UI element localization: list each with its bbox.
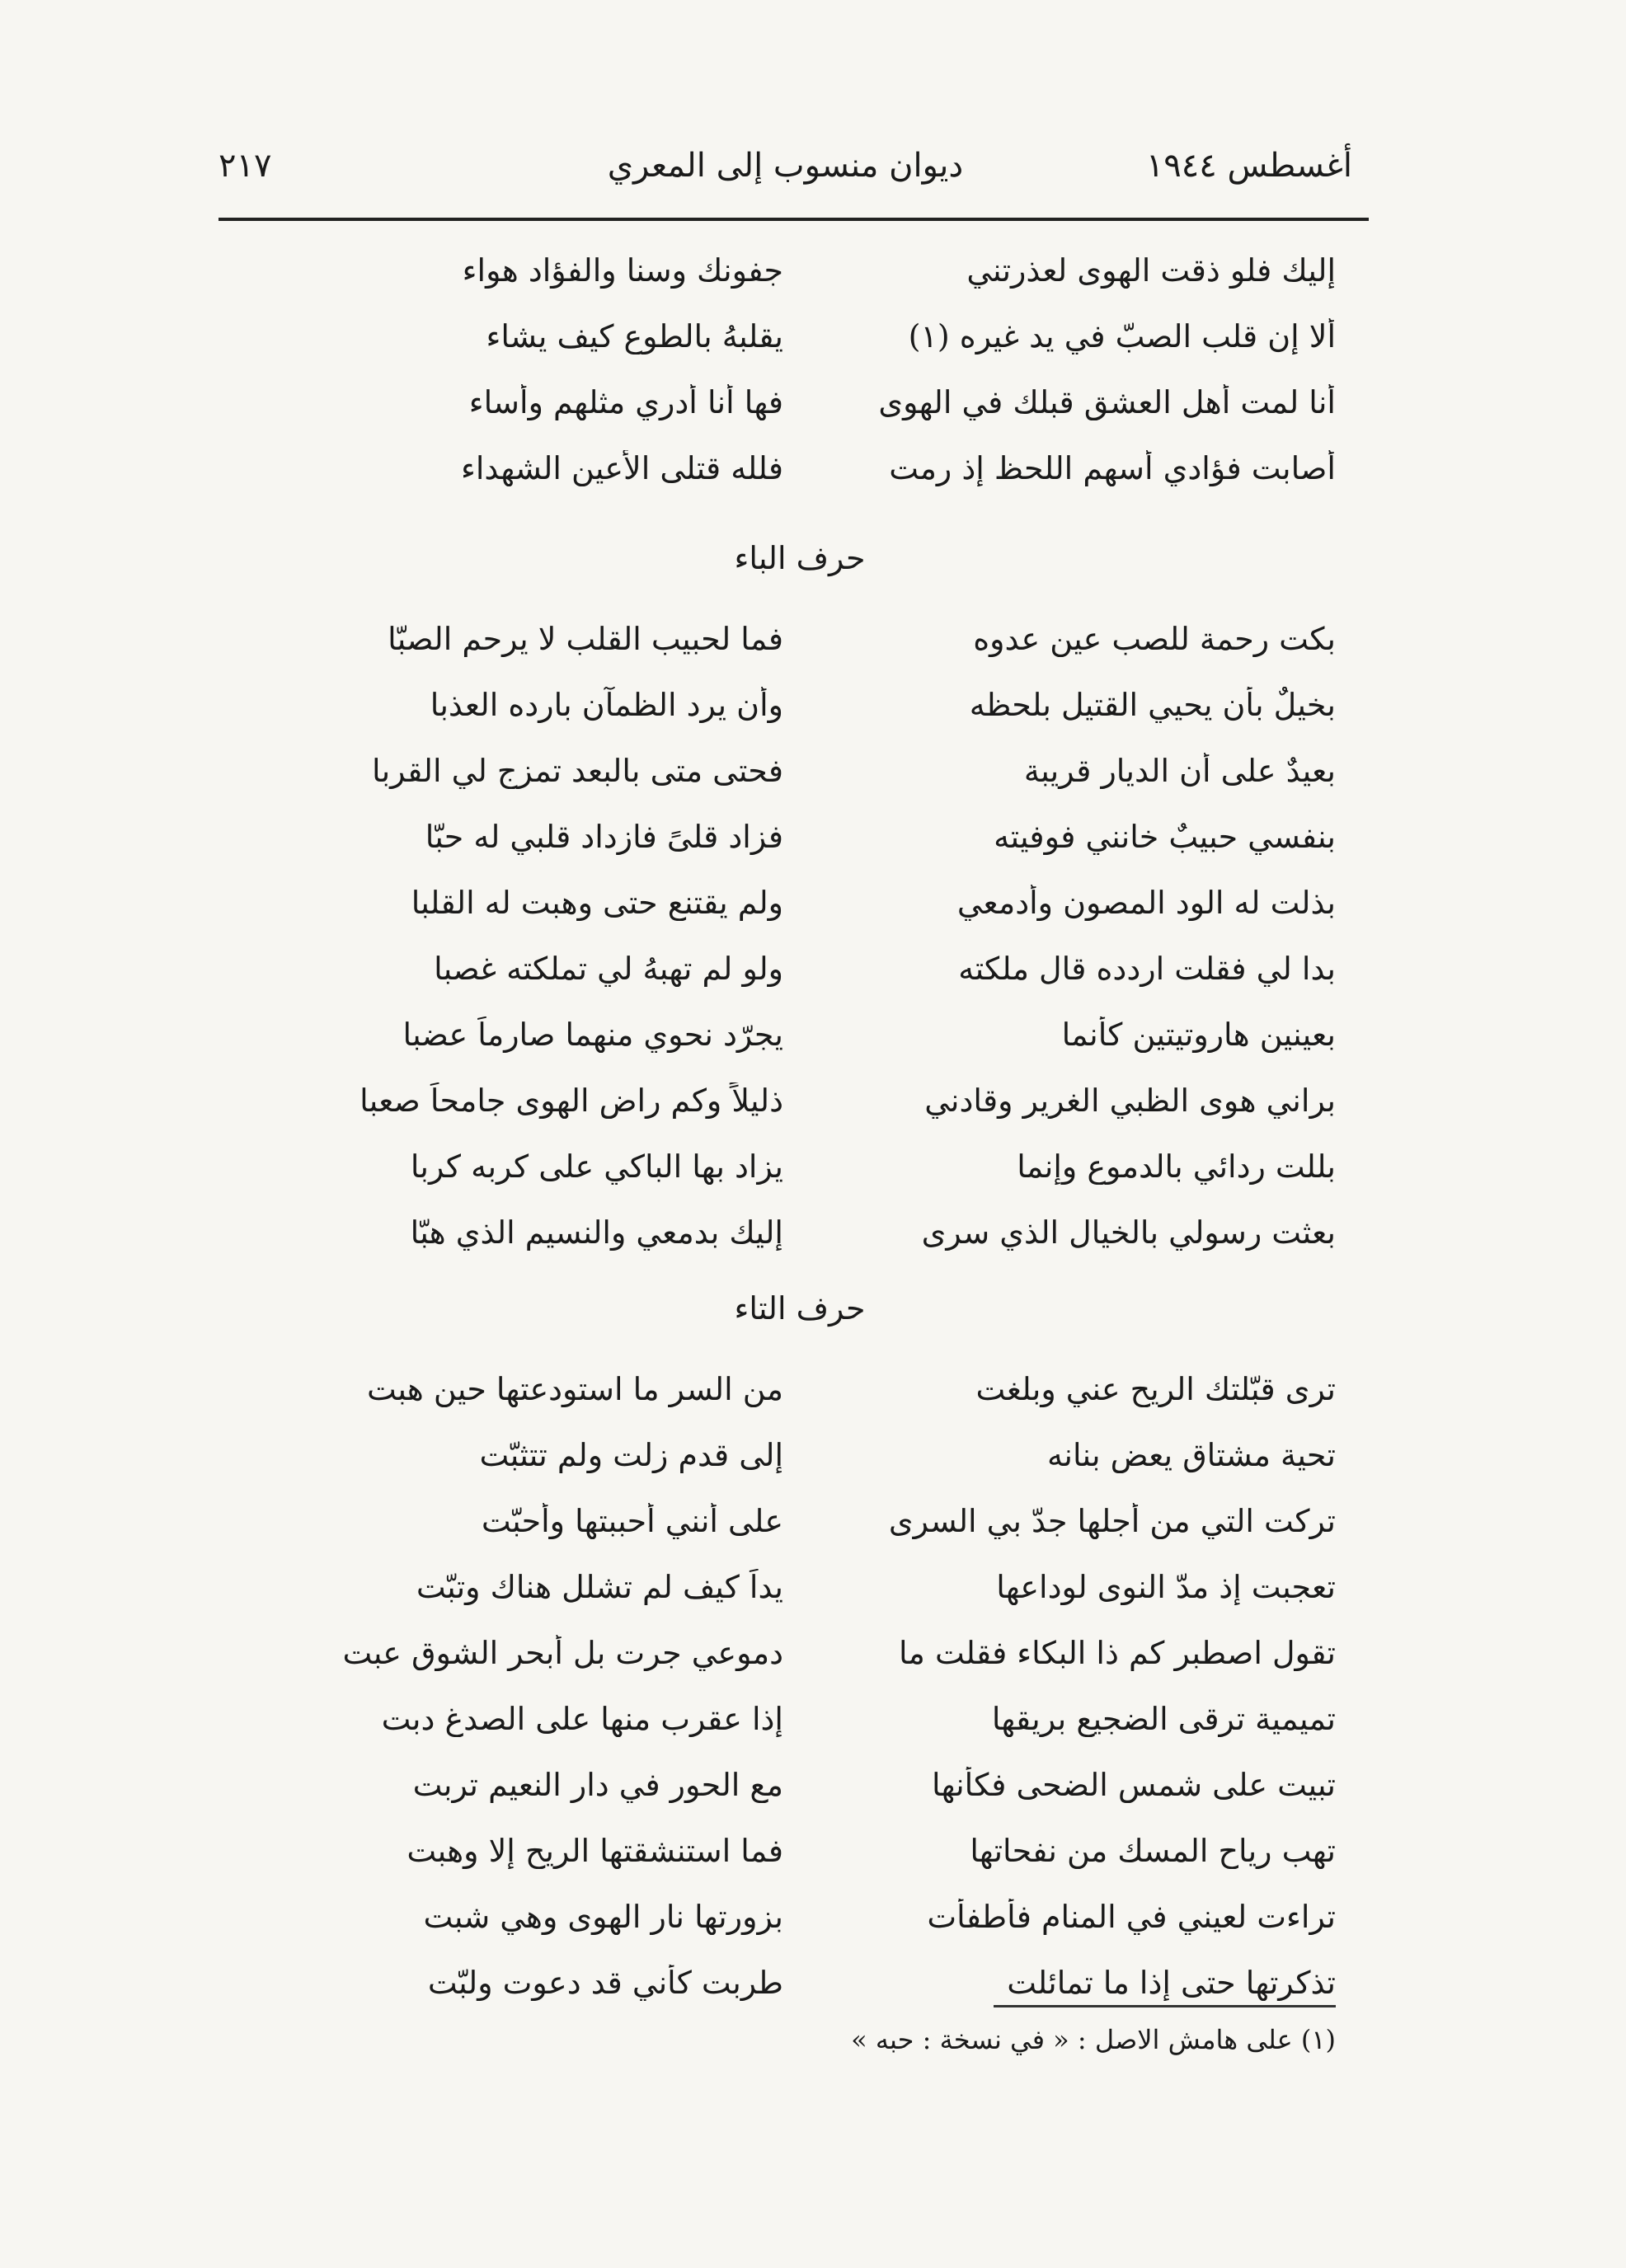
hemistich-first: بذلت له الود المصون وأدمعي: [956, 885, 1336, 921]
hemistich-second: فها أنا أدري مثلهم وأساء: [468, 384, 783, 420]
hemistich-second: يداً كيف لم تشلل هناك وتبّت: [416, 1569, 783, 1605]
header-rule: [219, 218, 1369, 221]
hemistich-second: على أنني أحببتها وأحبّت: [481, 1503, 783, 1539]
hemistich-second: فحتى متى بالبعد تمزج لي القربا: [372, 753, 783, 789]
hemistich-second: بزورتها نار الهوى وهي شبت: [423, 1899, 783, 1935]
hemistich-second: فزاد قلىً فازداد قلبي له حبّا: [425, 819, 783, 855]
hemistich-first: تحية مشتاق يعض بنانه: [1047, 1437, 1336, 1473]
hemistich-second: فما استنشقتها الريح إلا وهبت: [406, 1833, 783, 1869]
verse-line: [264, 672, 1336, 738]
verse-line: [264, 804, 1336, 870]
footnote: (١) على هامش الاصل : « في نسخة : حبه »: [851, 2024, 1336, 2055]
hemistich-first: بللت ردائي بالدموع وإنما: [1017, 1148, 1336, 1185]
running-header: [219, 140, 1352, 206]
hemistich-first: تميمية ترقى الضجيع بريقها: [991, 1701, 1336, 1737]
hemistich-first: بكت رحمة للصب عين عدوه: [973, 621, 1336, 657]
verse-line: [264, 738, 1336, 804]
hemistich-second: يجرّد نحوي منهما صارماً عضبا: [402, 1017, 783, 1053]
hemistich-second: يقلبهُ بالطوع كيف يشاء: [486, 318, 783, 355]
hemistich-second: إلى قدم زلت ولم تتثبّت: [479, 1437, 783, 1473]
header-title: ديوان منسوب إلى المعري: [607, 147, 964, 185]
hemistich-first: أصابت فؤادي أسهم اللحظ إذ رمت: [889, 450, 1336, 486]
verse-line: [264, 936, 1336, 1002]
hemistich-first: تعجبت إذ مدّ النوى لوداعها: [996, 1569, 1336, 1605]
verse-line: [264, 1488, 1336, 1554]
hemistich-second: مع الحور في دار النعيم تربت: [412, 1767, 783, 1803]
hemistich-second: وأن يرد الظمآن بارده العذبا: [430, 687, 783, 723]
verse-line: [264, 1422, 1336, 1488]
stanza-hamza: [264, 237, 1336, 501]
hemistich-second: دموعي جرت بل أبحر الشوق عبت: [342, 1635, 783, 1671]
header-date: أغسطس ١٩٤٤: [1145, 147, 1352, 185]
hemistich-second: إليك بدمعي والنسيم الذي هبّا: [410, 1214, 783, 1251]
verse-line: [264, 1752, 1336, 1818]
footnote-rule: [994, 2005, 1336, 2007]
verse-line: [264, 435, 1336, 501]
hemistich-second: ولو لم تهبهُ لي تملكته غصبا: [434, 951, 783, 987]
verse-line: [264, 237, 1336, 303]
verse-line: [264, 1002, 1336, 1068]
hemistich-first: تبيت على شمس الضحى فكأنها: [931, 1767, 1336, 1803]
verse-line: [264, 1134, 1336, 1200]
hemistich-first: ألا إن قلب الصبّ في يد غيره (١): [908, 318, 1336, 355]
hemistich-first: تراءت لعيني في المنام فأطفأت: [927, 1899, 1336, 1935]
verse-line: [264, 1620, 1336, 1686]
page-number: ٢١٧: [219, 147, 272, 185]
hemistich-second: فما لحبيب القلب لا يرحم الصبّا: [388, 621, 783, 657]
verse-line: [264, 1356, 1336, 1422]
hemistich-second: طربت كأني قد دعوت ولبّت: [427, 1965, 783, 2001]
verse-line: [264, 369, 1336, 435]
hemistich-first: بعثت رسولي بالخيال الذي سرى: [921, 1214, 1336, 1251]
hemistich-second: من السر ما استودعتها حين هبت: [367, 1371, 783, 1407]
section-heading-ba: حرف الباء: [734, 540, 866, 576]
hemistich-first: براني هوى الظبي الغرير وقادني: [924, 1082, 1336, 1119]
hemistich-first: بعينين هاروتيتين كأنما: [1061, 1017, 1336, 1053]
hemistich-first: تركت التي من أجلها جدّ بي السرى: [888, 1503, 1336, 1539]
stanza-ba: [264, 606, 1336, 1265]
hemistich-second: جفونك وسنا والفؤاد هواء: [462, 252, 783, 289]
hemistich-first: إليك فلو ذقت الهوى لعذرتني: [966, 252, 1336, 289]
hemistich-first: بدا لي فقلت اردده قال ملكته: [958, 951, 1336, 987]
hemistich-first: تهب رياح المسك من نفحاتها: [970, 1833, 1336, 1869]
hemistich-first: بنفسي حبيبٌ خانني فوفيته: [994, 819, 1336, 855]
verse-line: [264, 1884, 1336, 1950]
hemistich-first: تذكرتها حتى إذا ما تمائلت: [1007, 1965, 1336, 2001]
verse-line: [264, 303, 1336, 369]
hemistich-first: أنا لمت أهل العشق قبلك في الهوى: [878, 384, 1336, 420]
hemistich-first: بعيدٌ على أن الديار قريبة: [1023, 753, 1336, 789]
verse-line: [264, 606, 1336, 672]
hemistich-second: يزاد بها الباكي على كربه كربا: [410, 1148, 783, 1185]
hemistich-second: إذا عقرب منها على الصدغ دبت: [381, 1701, 783, 1737]
verse-line: [264, 1818, 1336, 1884]
verse-line: [264, 1068, 1336, 1134]
verse-line: [264, 1200, 1336, 1265]
verse-line: [264, 1554, 1336, 1620]
hemistich-second: ولم يقتنع حتى وهبت له القلبا: [411, 885, 783, 921]
verse-line: [264, 1686, 1336, 1752]
hemistich-second: فلله قتلى الأعين الشهداء: [460, 450, 783, 486]
hemistich-first: بخيلٌ بأن يحيي القتيل بلحظه: [969, 687, 1336, 723]
stanza-ta: [264, 1356, 1336, 2016]
section-heading-ta: حرف التاء: [734, 1290, 866, 1327]
verse-line: [264, 870, 1336, 936]
hemistich-first: ترى قبّلتك الريح عني وبلغت: [975, 1371, 1336, 1407]
hemistich-second: ذليلاً وكم راض الهوى جامحاً صعبا: [360, 1082, 783, 1119]
hemistich-first: تقول اصطبر كم ذا البكاء فقلت ما: [898, 1635, 1336, 1671]
